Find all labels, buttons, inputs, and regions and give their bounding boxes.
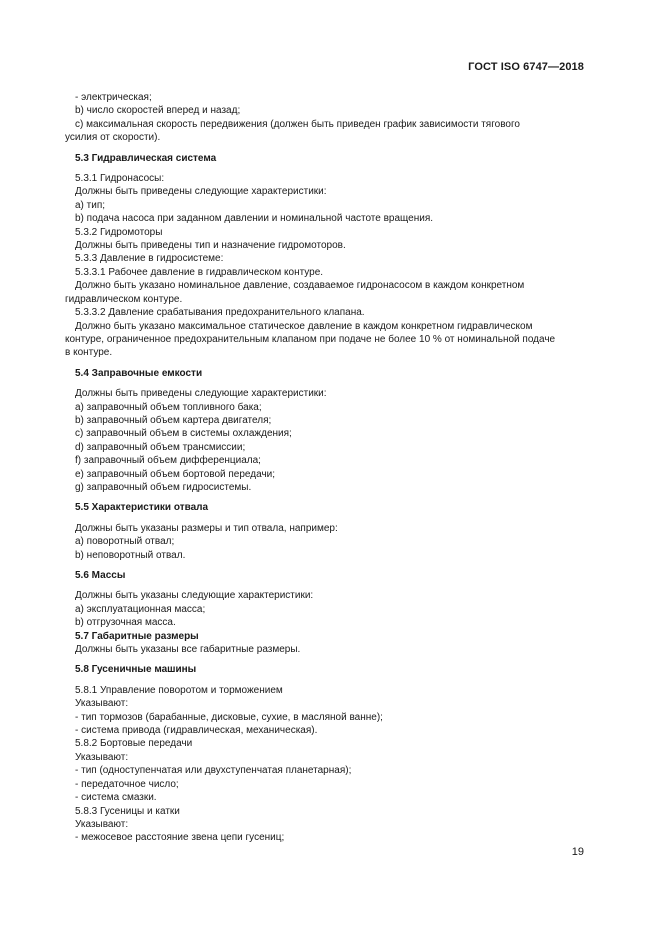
paragraph-line: c) максимальная скорость передвижения (должен быть приведен график зависимости тягового: [75, 118, 520, 130]
paragraph: [75, 387, 583, 400]
paragraph-line: Указывают:: [75, 818, 129, 830]
paragraph: [75, 589, 583, 602]
paragraph-line: Указывают:: [75, 751, 129, 763]
paragraph: [75, 684, 583, 697]
paragraph-line: а) эксплуатационная масса;: [75, 603, 206, 615]
paragraph: [75, 535, 583, 548]
paragraph-line: Должны быть указаны размеры и тип отвала, например:: [75, 522, 338, 534]
paragraph: [75, 414, 583, 427]
paragraph-line: Должны быть указаны следующие характеристики:: [75, 590, 314, 602]
paragraph-line: - тип тормозов (барабанные, дисковые, сухие, в масляной ванне);: [75, 711, 383, 723]
paragraph: [75, 643, 583, 656]
paragraph-line: g) заправочный объем гидросистемы.: [75, 481, 252, 493]
paragraph: [75, 91, 583, 104]
paragraph: [75, 185, 583, 198]
paragraph: [75, 427, 583, 440]
paragraph: [75, 226, 583, 239]
paragraph: [75, 266, 583, 279]
paragraph-line: b) заправочный объем картера двигателя;: [75, 414, 272, 426]
paragraph-line: b) отгрузочная масса.: [75, 617, 176, 629]
paragraph: [75, 401, 583, 414]
paragraph: [75, 764, 583, 777]
paragraph-line: 5.3.2 Гидромоторы: [75, 226, 163, 238]
paragraph: [75, 616, 583, 629]
standard-designation: ГОСТ ISO 6747—2018: [468, 61, 584, 73]
paragraph-line: контуре, ограниченное предохранительным клапаном при подаче не более 10 % от номинальной подаче: [65, 333, 556, 345]
paragraph: [75, 252, 583, 265]
paragraph-line: b) число скоростей вперед и назад;: [75, 105, 241, 117]
paragraph-line: а) заправочный объем топливного бака;: [75, 401, 262, 413]
paragraph: [65, 118, 583, 145]
paragraph-line: а) поворотный отвал;: [75, 536, 175, 548]
paragraph: [75, 697, 583, 710]
paragraph-line: - система привода (гидравлическая, механическая).: [75, 725, 318, 737]
paragraph: [75, 831, 583, 844]
paragraph: [75, 737, 583, 750]
paragraph-line: 5.3.1 Гидронасосы:: [75, 173, 165, 185]
paragraph-line: 5.8.1 Управление поворотом и торможением: [75, 684, 283, 696]
paragraph: [75, 724, 583, 737]
paragraph: [65, 320, 583, 360]
paragraph-line: - межосевое расстояние звена цепи гусениц;: [75, 832, 285, 844]
paragraph-line: гидравлическом контуре.: [65, 293, 183, 305]
paragraph-line: 5.3.3 Давление в гидросистеме:: [75, 253, 224, 265]
paragraph-line: Должны быть приведены следующие характеристики:: [75, 388, 327, 400]
paragraph: [75, 104, 583, 117]
section-heading: 5.4 Заправочные емкости: [75, 367, 203, 379]
paragraph: [75, 441, 583, 454]
paragraph-line: Должны быть приведены тип и назначение гидромоторов.: [75, 240, 346, 252]
section-heading: 5.3 Гидравлическая система: [75, 152, 217, 164]
paragraph: [75, 778, 583, 791]
paragraph-line: - система смазки.: [75, 792, 157, 804]
paragraph: [75, 805, 583, 818]
paragraph-line: Должны быть приведены следующие характеристики:: [75, 186, 327, 198]
paragraph: [75, 481, 583, 494]
paragraph-line: c) заправочный объем в системы охлаждения;: [75, 428, 292, 440]
paragraph-line: в контуре.: [65, 347, 113, 359]
paragraph-line: - тип (одноступенчатая или двухступенчатая планетарная);: [75, 765, 352, 777]
section-heading: 5.7 Габаритные размеры: [75, 630, 199, 642]
paragraph-line: e) заправочный объем бортовой передачи;: [75, 468, 276, 480]
paragraph: [65, 279, 583, 306]
document-body: [65, 91, 583, 845]
paragraph-line: d) заправочный объем трансмиссии;: [75, 441, 246, 453]
paragraph-line: Должны быть указаны все габаритные размеры.: [75, 644, 301, 656]
paragraph-line: f) заправочный объем дифференциала;: [75, 455, 261, 467]
paragraph-line: 5.3.3.1 Рабочее давление в гидравлическом контуре.: [75, 266, 324, 278]
paragraph: [75, 172, 583, 185]
paragraph-line: 5.8.3 Гусеницы и катки: [75, 805, 180, 817]
paragraph: [75, 603, 583, 616]
paragraph-line: - передаточное число;: [75, 778, 179, 790]
paragraph: [75, 522, 583, 535]
paragraph-line: 5.3.3.2 Давление срабатывания предохранительного клапана.: [75, 307, 365, 319]
paragraph: [75, 468, 583, 481]
paragraph-line: b) неповоротный отвал.: [75, 549, 186, 561]
paragraph-line: 5.8.2 Бортовые передачи: [75, 738, 193, 750]
section-heading: 5.6 Массы: [75, 570, 126, 581]
paragraph: [75, 306, 583, 319]
paragraph: [75, 212, 583, 225]
paragraph-line: - электрическая;: [75, 92, 152, 103]
paragraph-line: Должно быть указано максимальное статическое давление в каждом конкретном гидравлическом: [75, 320, 533, 332]
paragraph: [75, 711, 583, 724]
paragraph: [75, 751, 583, 764]
paragraph-line: Указывают:: [75, 698, 129, 710]
page-number: 19: [571, 846, 584, 858]
paragraph: [75, 454, 583, 467]
section-heading: 5.5 Характеристики отвала: [75, 502, 209, 514]
paragraph: [75, 818, 583, 831]
paragraph-line: Должно быть указано номинальное давление, создаваемое гидронасосом в каждом конкретном: [75, 280, 525, 292]
paragraph-line: а) тип;: [75, 199, 106, 211]
paragraph: [75, 199, 583, 212]
paragraph: [75, 549, 583, 562]
paragraph-line: усилия от скорости).: [65, 132, 161, 144]
section-heading: 5.8 Гусеничные машины: [75, 664, 197, 676]
paragraph: [75, 239, 583, 252]
paragraph-line: b) подача насоса при заданном давлении и номинальной частоте вращения.: [75, 213, 434, 225]
paragraph: [75, 791, 583, 804]
